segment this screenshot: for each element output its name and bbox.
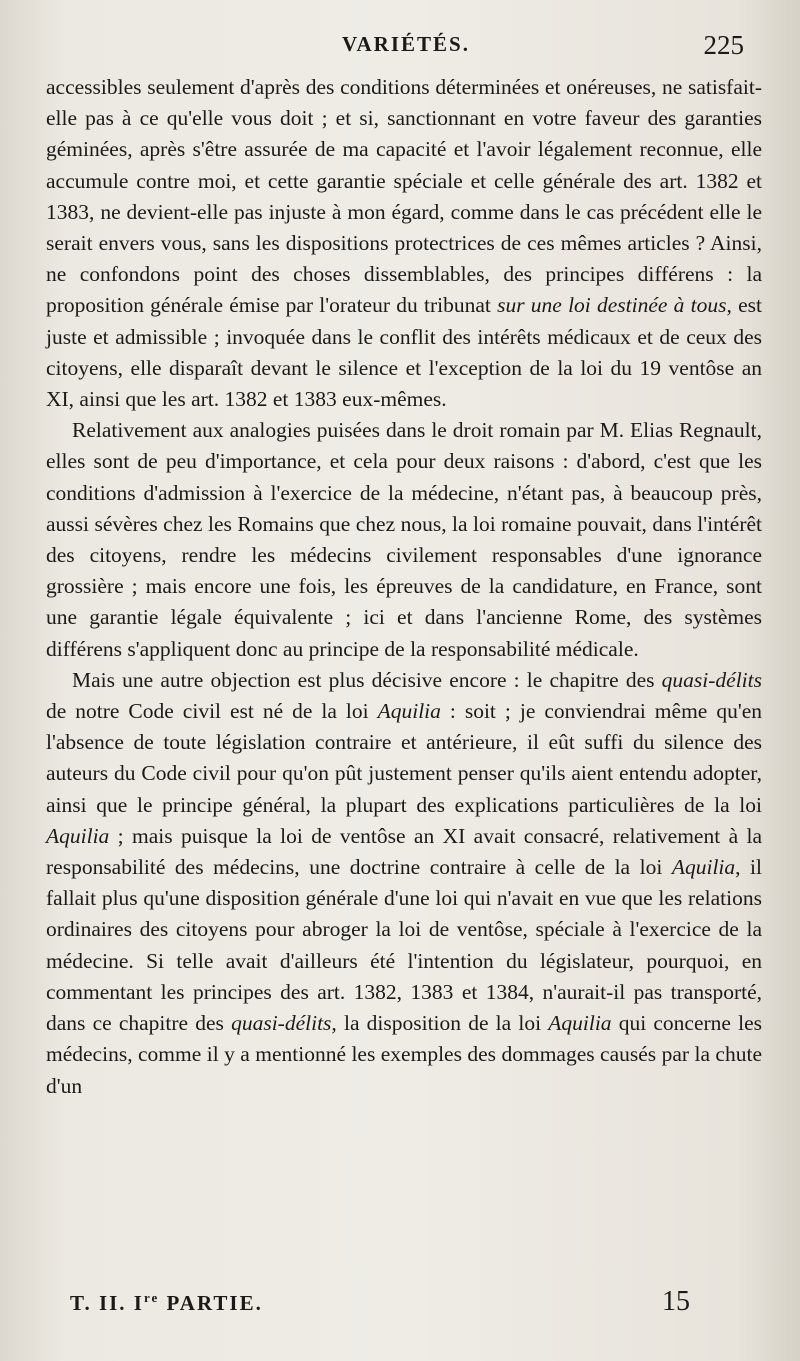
text-run: , la disposition de la loi (331, 1011, 549, 1036)
text-run: qui concerne les médecins, comme il y a mentionné les exemples des dommages causés par la chute d'un (46, 1011, 762, 1098)
signature-prefix: T. II. I (70, 1291, 144, 1315)
italic-term: Aquilia (46, 823, 110, 848)
signature-sup: re (143, 1290, 160, 1305)
italic-term: Aquilia (377, 699, 441, 724)
page-footer (70, 1286, 690, 1326)
signature-suffix: PARTIE. (159, 1291, 263, 1315)
text-run: : soit ; je conviendrai même qu'en l'absence de toute législation contraire et antérieure, il eût suffi du silence des auteurs du Code civil pour qu'on pût justement penser qu'ils aient entendu adopter, ainsi que le principe général, la plupart des explications particulières de la loi (46, 699, 762, 817)
text-run: accessibles seulement d'après des conditions déterminées et onéreuses, ne satisfait-elle pas à ce qu'elle vous doit ; et si, sanctionnant en votre faveur des garanties géminées, après s'être assurée de ma capacité et l'avoir légalement reconnue, elle accumule contre moi, et cette garantie spéciale et celle générale des art. 1382 et 1383, ne devient-elle pas injuste à mon égard, comme dans le cas précédent elle le serait envers vous, sans les dispositions protectrices de ces mêmes articles ? Ainsi, ne confondons point des choses dissemblables, des principes différens : la proposition générale émise par l'orateur du tribunat (46, 75, 762, 318)
running-head: VARIÉTÉS. (342, 32, 470, 56)
sheet-number: 15 (662, 1286, 690, 1317)
text-run: Mais une autre objection est plus décisive encore : le chapitre des (72, 667, 662, 692)
signature-mark (70, 1290, 263, 1316)
text-run: de notre Code civil est né de la loi (46, 699, 378, 724)
italic-term: Aquilia (548, 1011, 612, 1036)
text-run: , est juste et admissible ; invoquée dans le conflit des intérêts médicaux et de ceux des citoyens, elle disparaît devant le silence et l'exception de la loi du 19 ventôse an XI, ainsi que les art. 1382 et 1383 eux-mêmes. (46, 293, 762, 412)
italic-phrase: sur une loi destinée à tous (497, 293, 727, 318)
paragraph-1 (46, 72, 762, 415)
italic-term: quasi-délits (661, 667, 762, 692)
text-run: , il fallait plus qu'une disposition générale d'une loi qui n'avait en vue que les relations ordinaires des citoyens pour abroger la loi de ventôse, spéciale à l'exercice de la médecine. Si telle avait d'ailleurs été l'intention du législateur, pourquoi, en commentant les principes des art. 1382, 1383 et 1384, n'aurait-il pas transporté, dans ce chapitre des (46, 855, 762, 1036)
body-text (46, 72, 762, 1102)
text-run: ; mais puisque la loi de ventôse an XI avait consacré, relativement à la responsabilité des médecins, une doctrine contraire à celle de la loi (46, 823, 762, 880)
paragraph-3 (46, 665, 762, 1102)
italic-term: Aquilia (671, 855, 736, 880)
page-header (60, 28, 752, 68)
paragraph-2: Relativement aux analogies puisées dans le droit romain par M. Elias Regnault, elles sont de peu d'importance, et cela pour deux raisons : d'abord, c'est que les conditions d'admission à l'exercice de la médecine, n'étant pas, à beaucoup près, aussi sévères chez les Romains que chez nous, la loi romaine pouvait, dans l'intérêt des citoyens, rendre les médecins civilement responsables d'une ignorance grossière ; mais encore une fois, les épreuves de la candidature, en France, sont une garantie légale équivalente ; ici et dans l'ancienne Rome, des systèmes différens s'appliquent donc au principe de la responsabilité médicale. (46, 418, 762, 661)
page-number: 225 (703, 30, 744, 60)
italic-term: quasi-délits (231, 1011, 332, 1036)
